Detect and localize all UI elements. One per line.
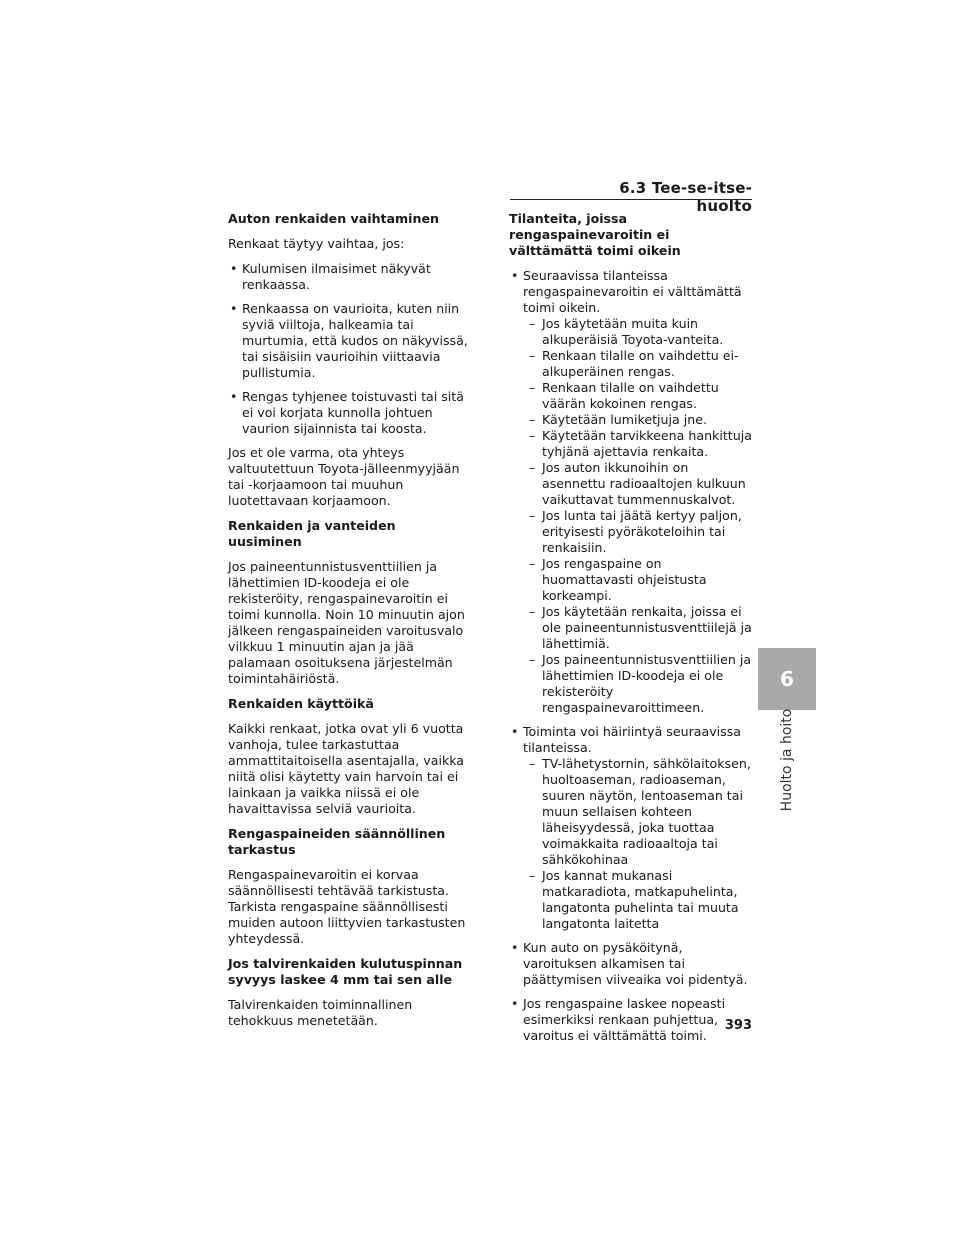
list-item [509,724,754,932]
list-item: • Rengas tyhjenee toistuvasti tai sitä ei voi korjata kunnolla johtuen vaurion sijainnista tai koosta. [228,389,468,437]
limitations-list [509,268,754,1044]
header-divider [510,199,752,200]
paragraph-winter-tread: Talvirenkaiden toiminnallinen tehokkuus menetetään. [228,997,413,1028]
sub-list-item: – Jos paineentunnistusventtiilien ja lähettimien ID-koodeja ei ole rekisteröity rengaspainevaroittimeen. [529,652,754,716]
paragraph-pressure-check: Rengaspainevaroitin ei korvaa säännöllisesti tehtävää tarkistusta. Tarkista rengaspaine säännöllisesti muiden autoon liittyvien tarkastusten yhteydessä. [228,867,466,946]
section-header: 6.3 Tee-se-itse-huolto [619,179,752,215]
sub-list [523,756,754,932]
sub-list-item: – Käytetään tarvikkeena hankittuja tyhjänä ajettavia renkaita. [529,428,754,460]
sub-list-item: – Jos käytetään renkaita, joissa ei ole paineentunnistusventtiilejä ja lähettimiä. [529,604,754,652]
sub-list-item: – TV-lähetystornin, sähkölaitoksen, huoltoaseman, radioaseman, suuren näytön, lentoaseman tai muun sellaisen kohteen läheisyydessä, joka tuottaa voimakkaita radioaaltoja tai sähkökohinaa [529,756,754,868]
sub-list-item: – Renkaan tilalle on vaihdettu väärän kokoinen rengas. [529,380,754,412]
list-item: • Kun auto on pysäköitynä, varoituksen alkamisen tai päättymisen viiveaika voi pidentyä. [509,940,754,988]
paragraph-tire-age: Kaikki renkaat, jotka ovat yli 6 vuotta vanhoja, tulee tarkastuttaa ammattitaitoisella asentajalla, vaikka niitä olisi käytetty vain harvoin tai ei lainkaan ja vaikka niissä ei ole havaittavissa selviä vaurioita. [228,721,465,816]
page-number: 393 [724,1018,752,1033]
replace-reasons-list [228,261,468,437]
chapter-side-label: Huolto ja hoito [779,708,795,812]
sub-list [523,316,754,716]
sub-list-item: – Käytetään lumiketjuja jne. [529,412,754,428]
sub-list-item: – Jos lunta tai jäätä kertyy paljon, erityisesti pyöräkoteloihin tai renkaisiin. [529,508,754,556]
heading-tire-change: Auton renkaiden vaihtaminen [228,211,439,226]
paragraph-id-codes: Jos paineentunnistusventtiilien ja lähettimien ID-koodeja ei ole rekisteröity, rengaspainevaroitin ei toimi kunnolla. Noin 10 minuutin ajon jälkeen rengaspaineiden varoitusvalo vilkkuu 1 minuutin ajan ja jää palamaan osoituksena järjestelmän toimintahäiriöstä. [228,559,465,686]
list-item: • Kulumisen ilmaisimet näkyvät renkaassa. [228,261,468,293]
paragraph-replace-when: Renkaat täytyy vaihtaa, jos: [228,236,405,251]
heading-tire-wheel-renewal: Renkaiden ja vanteiden uusiminen [228,518,396,549]
list-item-text: Seuraavissa tilanteissa rengaspainevaroitin ei välttämättä toimi oikein. [523,268,742,315]
heading-tpws-limitations: Tilanteita, joissa rengaspainevaroitin ei välttämättä toimi oikein [509,211,681,258]
sub-list-item: – Jos rengaspaine on huomattavasti ohjeistusta korkeampi. [529,556,754,604]
heading-winter-tread: Jos talvirenkaiden kulutuspinnan syvyys laskee 4 mm tai sen alle [228,956,463,987]
sub-list-item: – Jos käytetään muita kuin alkuperäisiä Toyota-vanteita. [529,316,754,348]
list-item-text: Toiminta voi häiriintyä seuraavissa tilanteissa. [523,724,741,755]
heading-tire-lifetime: Renkaiden käyttöikä [228,696,374,711]
list-item [509,268,754,716]
list-item: • Jos rengaspaine laskee nopeasti esimerkiksi renkaan puhjettua, varoitus ei välttämättä toimi. [509,996,754,1044]
chapter-tab: 6 [758,648,816,710]
sub-list-item: – Jos kannat mukanasi matkaradiota, matkapuhelinta, langatonta puhelinta tai muuta langatonta laitetta [529,868,754,932]
right-column [509,211,754,1052]
heading-pressure-check: Rengaspaineiden säännöllinen tarkastus [228,826,446,857]
paragraph-contact-dealer: Jos et ole varma, ota yhteys valtuutettuun Toyota-jälleenmyyjään tai -korjaamoon tai muuhun luotettavaan korjaamoon. [228,445,460,508]
left-column [228,211,468,1038]
sub-list-item: – Jos auton ikkunoihin on asennettu radioaaltojen kulkuun vaikuttavat tummennuskalvot. [529,460,754,508]
list-item: • Renkaassa on vaurioita, kuten niin syviä viiltoja, halkeamia tai murtumia, että kudos on näkyvissä, tai sisäisiin vaurioihin viittaavia pullistumia. [228,301,468,381]
sub-list-item: – Renkaan tilalle on vaihdettu ei-alkuperäinen rengas. [529,348,754,380]
